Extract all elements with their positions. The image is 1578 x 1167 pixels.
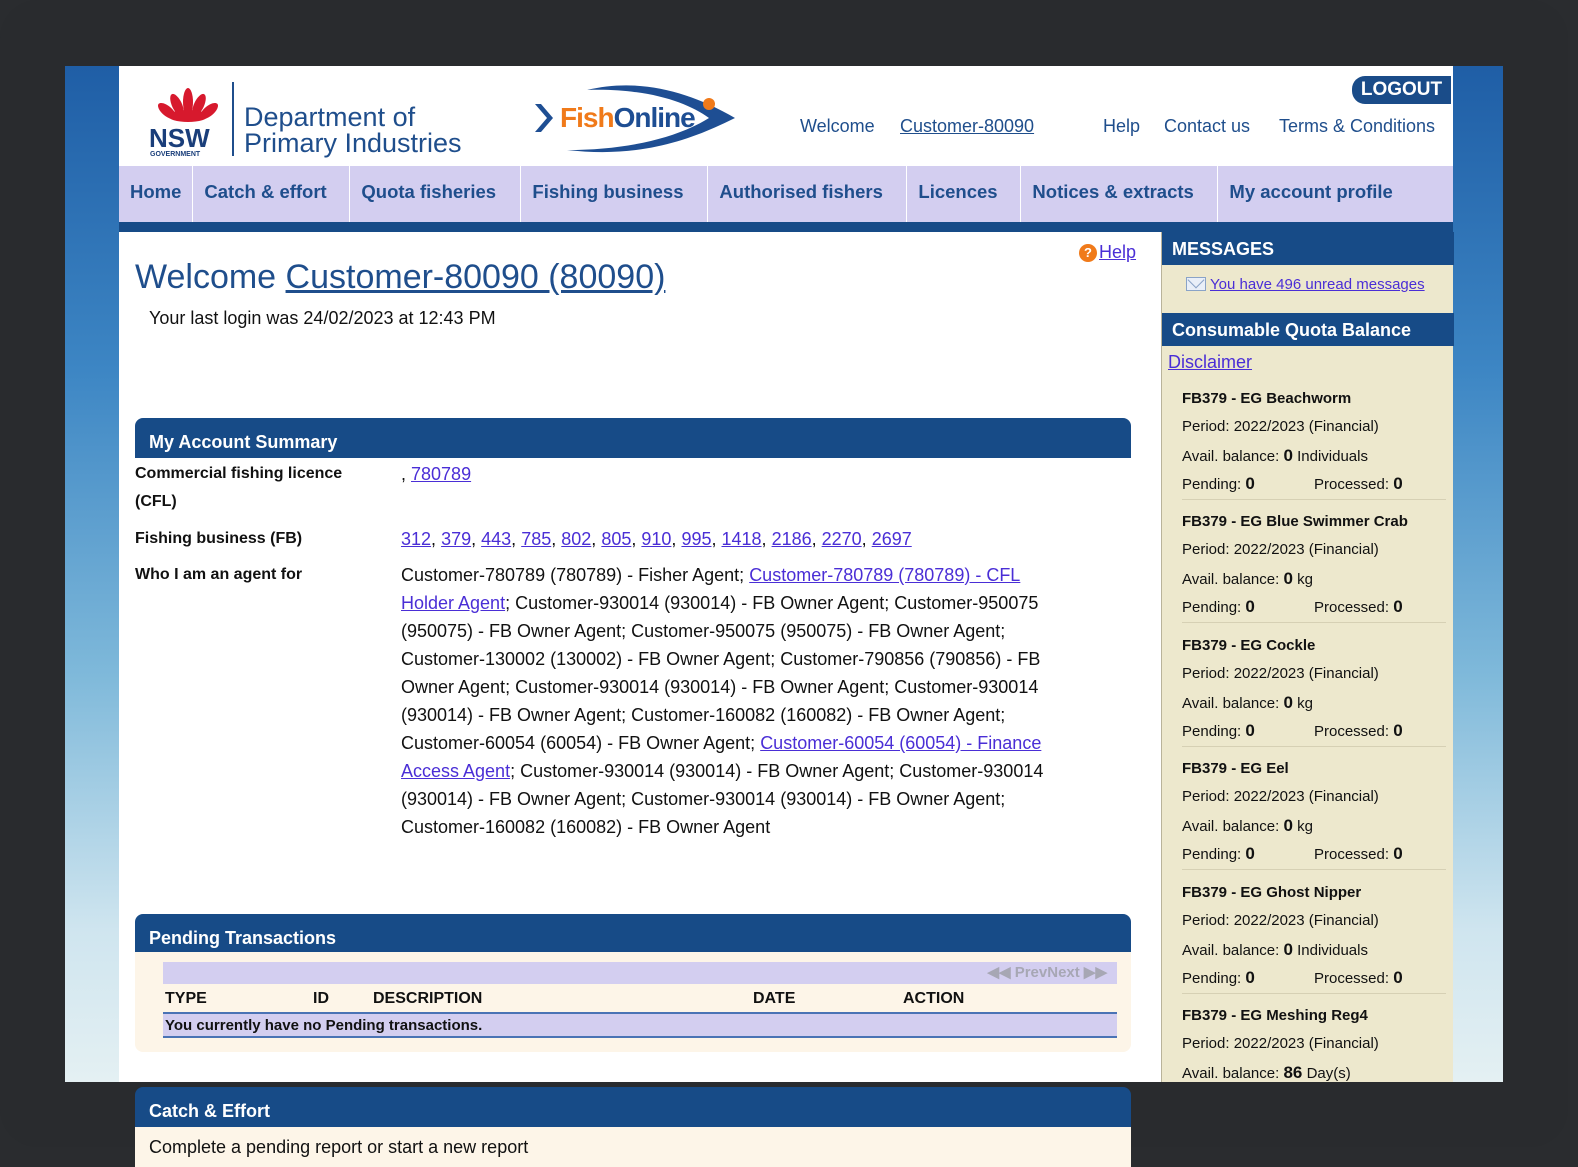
welcome-prefix: Welcome [135, 258, 277, 296]
quota-balance-header: Consumable Quota Balance [1162, 313, 1454, 346]
quota-period: Period: 2022/2023 (Financial) [1182, 665, 1379, 682]
processed-value: 0 [1393, 968, 1403, 987]
help-question-icon: ? [1079, 244, 1097, 262]
dpi-wordmark [244, 104, 462, 156]
pending-value: 0 [1245, 844, 1255, 863]
quota-status [1182, 593, 1446, 622]
quota-avail [1182, 689, 1446, 718]
avail-label: Avail. balance: [1182, 694, 1280, 712]
processed-value: 0 [1393, 597, 1403, 616]
fb-link[interactable]: 785 [521, 529, 552, 549]
pending-label: Pending: [1182, 476, 1242, 493]
quota-period: Period: 2022/2023 (Financial) [1182, 912, 1379, 929]
page-help-link[interactable] [1079, 242, 1136, 263]
agent-text-1: Customer-780789 (780789) - Fisher Agent; [401, 565, 750, 585]
table-header-row [163, 984, 1117, 1014]
header-help-link[interactable]: Help [1103, 116, 1141, 136]
quota-title: FB379 - EG Meshing Reg4 [1182, 1007, 1368, 1024]
avail-label: Avail. balance: [1182, 447, 1280, 465]
nsw-logo-text: NSW [149, 123, 210, 153]
right-sidebar [1161, 232, 1453, 1082]
fb-link[interactable]: 2270 [821, 529, 862, 549]
nav-licences[interactable]: Licences [907, 166, 1021, 222]
account-summary-header: My Account Summary [135, 418, 1131, 458]
quota-item [1182, 1002, 1446, 1087]
header-customer-link[interactable]: Customer-80090 [900, 116, 1035, 136]
catch-effort-text: Complete a pending report or start a new report [149, 1137, 529, 1157]
envelope-icon [1186, 277, 1206, 291]
fb-link[interactable]: 995 [681, 529, 712, 549]
pending-label: Pending: [1182, 723, 1242, 740]
header-welcome-label: Welcome [800, 116, 875, 136]
fb-links: 312, 379, 443, 785, 802, 805, 910, 995, 1418, 2186, 2270, 2697 [401, 529, 912, 549]
avail-value: 86 [1283, 1062, 1303, 1082]
unread-messages-label: You have 496 unread messages [1210, 276, 1425, 293]
processed-label: Processed: [1314, 476, 1390, 493]
agent-text-3: ; Customer-930014 (930014) - FB Owner Agent; Customer-930014 (930014) - FB Owner Agent; Customer-930014 (930014) - FB Owner Agent; Customer-160082 (160082) - FB Owner Agent [401, 761, 1044, 837]
browser-viewport [65, 66, 1503, 1157]
fish-wordmark-part: Fish [560, 102, 614, 133]
nsw-waratah-logo[interactable] [147, 80, 229, 158]
avail-value: 0 [1283, 815, 1293, 835]
avail-value: 0 [1283, 445, 1293, 465]
nav-home[interactable]: Home [119, 166, 193, 222]
nav-underline-band [119, 222, 1453, 232]
pending-value: 0 [1245, 721, 1255, 740]
pending-transactions-panel [135, 952, 1131, 1052]
dpi-line-2: Primary Industries [244, 128, 462, 158]
column-header-id: ID [313, 990, 329, 1007]
fb-link[interactable]: 2697 [871, 529, 912, 549]
catch-effort-panel [135, 1127, 1131, 1167]
page-title [135, 258, 665, 297]
fb-link[interactable]: 805 [601, 529, 632, 549]
fb-link[interactable]: 312 [401, 529, 432, 549]
column-header-action: ACTION [903, 990, 965, 1007]
agent-finance-access-link[interactable]: Customer-60054 (60054) - Finance Access Agent [401, 733, 1042, 781]
cfl-value [401, 460, 1051, 488]
fb-link[interactable]: 379 [441, 529, 472, 549]
fb-link[interactable]: 443 [481, 529, 512, 549]
quota-status [1182, 964, 1446, 993]
pending-label: Pending: [1182, 970, 1242, 987]
column-header-description: DESCRIPTION [373, 990, 483, 1007]
quota-title: FB379 - EG Cockle [1182, 637, 1316, 654]
online-wordmark-part: Online [613, 102, 695, 133]
processed-label: Processed: [1314, 723, 1390, 740]
quota-title: FB379 - EG Ghost Nipper [1182, 884, 1362, 901]
logout-button[interactable]: LOGOUT [1352, 76, 1451, 104]
fb-link[interactable]: 910 [641, 529, 672, 549]
nav-authorised-fishers[interactable]: Authorised fishers [708, 166, 907, 222]
column-header-date: DATE [753, 990, 796, 1007]
quota-avail [1182, 442, 1446, 471]
avail-unit: kg [1297, 570, 1313, 588]
fishonline-wordmark [560, 102, 695, 134]
cfl-label: Commercial fishing licence (CFL) [135, 465, 343, 510]
processed-label: Processed: [1314, 599, 1390, 616]
next-arrow-icon[interactable]: ▶▶ [1083, 964, 1107, 981]
avail-unit: Individuals [1297, 447, 1368, 465]
avail-value: 0 [1283, 692, 1293, 712]
pager [163, 962, 1117, 984]
quota-period: Period: 2022/2023 (Financial) [1182, 418, 1379, 435]
pending-label: Pending: [1182, 599, 1242, 616]
avail-unit: kg [1297, 694, 1313, 712]
header-terms-link[interactable]: Terms & Conditions [1279, 116, 1436, 136]
avail-label: Avail. balance: [1182, 1064, 1280, 1082]
fb-link[interactable]: 802 [561, 529, 592, 549]
prev-arrow-icon[interactable]: ◀◀ [987, 964, 1011, 981]
quota-avail [1182, 565, 1446, 594]
dpi-line-1: Department of [244, 102, 416, 132]
pending-value: 0 [1245, 968, 1255, 987]
table-empty-row: You currently have no Pending transactions. [163, 1014, 1117, 1038]
processed-label: Processed: [1314, 846, 1390, 863]
quota-avail [1182, 936, 1446, 965]
nav-my-account-profile[interactable]: My account profile [1229, 181, 1393, 202]
quota-status [1182, 470, 1446, 499]
avail-unit: Individuals [1297, 941, 1368, 959]
nsw-logo-subtext: GOVERNMENT [150, 151, 201, 158]
site-header [119, 66, 1453, 166]
messages-header: MESSAGES [1162, 232, 1454, 265]
quota-title: FB379 - EG Beachworm [1182, 390, 1352, 407]
next-button[interactable]: Next [1047, 964, 1080, 981]
cfl-link[interactable]: 780789 [411, 464, 472, 484]
catch-effort-header: Catch & Effort [135, 1087, 1131, 1127]
avail-value: 0 [1283, 568, 1293, 588]
logo-divider [232, 82, 234, 156]
pending-transactions-header: Pending Transactions [135, 914, 1131, 954]
pending-transactions-table [163, 962, 1117, 1038]
page-container [119, 66, 1453, 1157]
quota-item [1182, 632, 1446, 747]
nav-notices-extracts[interactable]: Notices & extracts [1021, 166, 1218, 222]
quota-status [1182, 717, 1446, 746]
processed-value: 0 [1393, 721, 1403, 740]
avail-value: 0 [1283, 939, 1293, 959]
disclaimer-link[interactable]: Disclaimer [1168, 352, 1253, 372]
quota-item [1182, 508, 1446, 623]
agent-text-2: ; Customer-930014 (930014) - FB Owner Agent; Customer-950075 (950075) - FB Owner Agent; Customer-950075 (950075) - FB Owner Agent; Customer-130002 (130002) - FB Owner Agent; Customer-790856 (790856) - FB Owner Agent; Customer-930014 (930014) - FB Owner Agent; Customer-930014 (930014) - FB Owner Agent; Customer-160082 (160082) - FB Owner Agent; Customer-60054 (60054) - FB Owner Agent; [401, 593, 1041, 753]
fb-link[interactable]: 1418 [721, 529, 762, 549]
page-help-label: Help [1099, 242, 1137, 262]
pending-value: 0 [1245, 474, 1255, 493]
agent-label: Who I am an agent for [135, 566, 303, 583]
unread-messages-link[interactable] [1186, 276, 1425, 293]
processed-value: 0 [1393, 844, 1403, 863]
quota-item [1182, 879, 1446, 994]
cfl-prefix: , [401, 464, 412, 484]
avail-unit: Day(s) [1306, 1064, 1351, 1082]
quota-title: FB379 - EG Eel [1182, 760, 1289, 777]
quota-item [1182, 755, 1446, 870]
pending-value: 0 [1245, 597, 1255, 616]
quota-avail [1182, 812, 1446, 841]
prev-button[interactable]: Prev [1014, 964, 1048, 981]
agent-value [401, 561, 1051, 841]
nav-catch-effort[interactable]: Catch & effort [193, 166, 350, 222]
main-content [119, 232, 1161, 1157]
avail-label: Avail. balance: [1182, 941, 1280, 959]
agent-cfl-holder-link[interactable]: Customer-780789 (780789) - CFL Holder Agent [401, 565, 1021, 613]
quota-avail [1182, 1059, 1446, 1088]
avail-label: Avail. balance: [1182, 817, 1280, 835]
quota-status [1182, 840, 1446, 869]
quota-period: Period: 2022/2023 (Financial) [1182, 1035, 1379, 1052]
avail-unit: kg [1297, 817, 1313, 835]
processed-value: 0 [1393, 474, 1403, 493]
column-header-type: TYPE [165, 990, 207, 1007]
last-login-text: Your last login was 24/02/2023 at 12:43 PM [149, 308, 496, 328]
quota-item [1182, 385, 1446, 500]
processed-label: Processed: [1314, 970, 1390, 987]
quota-title: FB379 - EG Blue Swimmer Crab [1182, 513, 1408, 530]
avail-label: Avail. balance: [1182, 570, 1280, 588]
main-navigation [119, 166, 1453, 222]
pending-label: Pending: [1182, 846, 1242, 863]
quota-period: Period: 2022/2023 (Financial) [1182, 788, 1379, 805]
header-contact-link[interactable]: Contact us [1164, 116, 1251, 136]
fb-label: Fishing business (FB) [135, 530, 303, 547]
fb-link[interactable]: 2186 [771, 529, 812, 549]
quota-period: Period: 2022/2023 (Financial) [1182, 541, 1379, 558]
nav-quota-fisheries[interactable]: Quota fisheries [350, 166, 521, 222]
nav-fishing-business[interactable]: Fishing business [521, 166, 708, 222]
welcome-customer-link[interactable]: Customer-80090 (80090) [285, 258, 666, 296]
